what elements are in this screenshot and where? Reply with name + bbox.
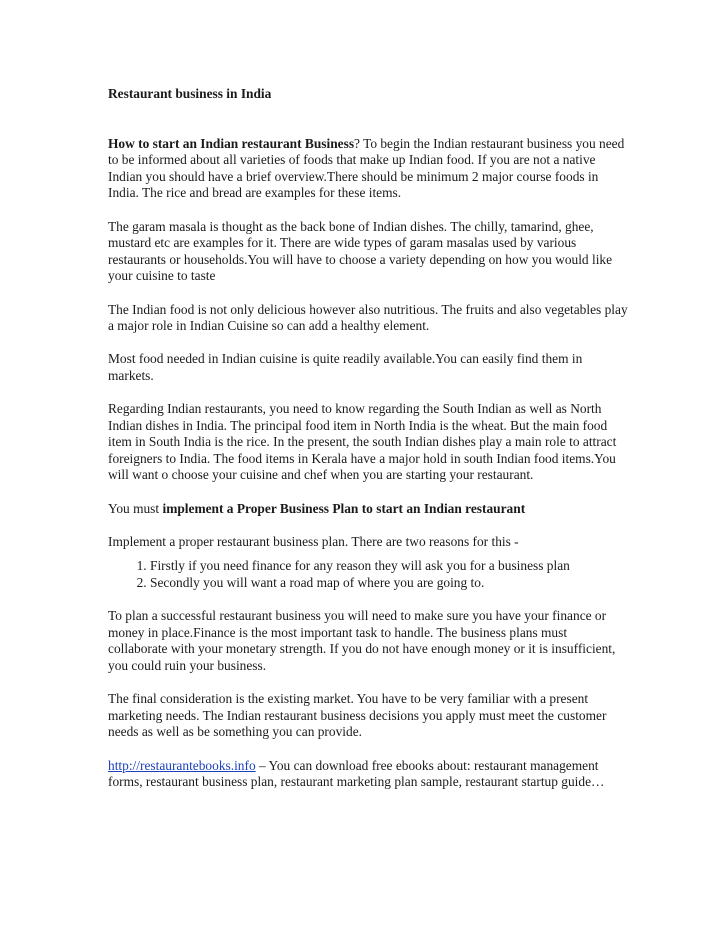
- list-item: 1. Firstly if you need finance for any reason they will ask you for a business plan: [150, 558, 628, 575]
- paragraph-intro: [108, 136, 628, 202]
- paragraph-plan-reasons: Implement a proper restaurant business plan. There are two reasons for this -: [108, 533, 519, 549]
- document-title: Restaurant business in India: [108, 86, 272, 101]
- business-plan-heading: implement a Proper Business Plan to start an Indian restaurant: [162, 500, 526, 516]
- paragraph-nutrition: The Indian food is not only delicious however also nutritious. The fruits and also vegetables play a major role in Indian Cuisine so can add a healthy element.: [108, 301, 628, 334]
- paragraph-business-plan-lead: [108, 501, 628, 518]
- paragraph-market: The final consideration is the existing market. You have to be very familiar with a present marketing needs. The Indian restaurant business decisions you apply must meet the customer needs as well as be something you can provide.: [108, 691, 607, 740]
- paragraph-availability: Most food needed in Indian cuisine is quite readily available.You can easily find them in markets.: [108, 351, 583, 383]
- reasons-list: [108, 558, 628, 591]
- ebooks-link[interactable]: http://restaurantebooks.info: [108, 757, 256, 773]
- paragraph-regional-dishes: Regarding Indian restaurants, you need to know regarding the South Indian as well as North Indian dishes in India. The principal food item in North India is the wheat. But the main food item in South India is the rice. In the present, the south Indian dishes play a main role to attract foreigners to India. The food items in Kerala have a major hold in south Indian food items.You will want o choose your cuisine and chef when you are starting your restaurant.: [108, 401, 617, 483]
- intro-text: ? To begin the Indian restaurant business you need to be informed about all varieties of foods that make up Indian food. If you are not a native Indian you should have a brief overview.There should be minimum 2 major course foods in India. The rice and bread are examples for these items.: [108, 135, 625, 201]
- paragraph-finance: To plan a successful restaurant business you will need to make sure you have your finance or money in place.Finance is the most important task to handle. The business plans must collaborate with your monetary strength. If you do not have enough money or it is insufficient, you could ruin your business.: [108, 608, 616, 673]
- list-item: 2. Secondly you will want a road map of where you are going to.: [150, 575, 628, 592]
- business-plan-lead-text: You must: [108, 500, 163, 516]
- resources-text: – You can download free ebooks about: restaurant management forms, restaurant business plan, restaurant marketing plan sample, restaurant startup guide…: [108, 757, 605, 790]
- intro-heading: How to start an Indian restaurant Business: [108, 135, 355, 151]
- document-body: [108, 86, 628, 807]
- paragraph-garam-masala: The garam masala is thought as the back bone of Indian dishes. The chilly, tamarind, ghee, mustard etc are examples for it. There are wide types of garam masalas used by various restaurants or households.You will have to choose a variety depending on how you would like your cuisine to taste: [108, 218, 613, 284]
- paragraph-resources: [108, 758, 628, 791]
